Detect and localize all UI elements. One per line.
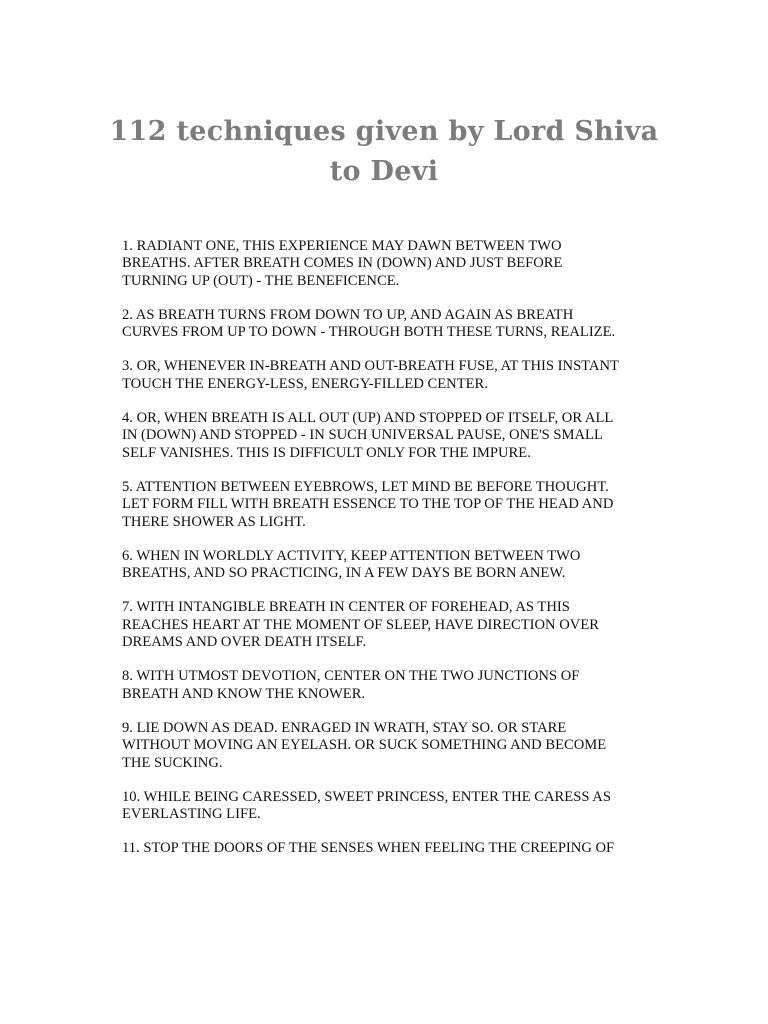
technique-paragraph bbox=[122, 238, 662, 290]
document-body bbox=[122, 238, 662, 875]
text-line: THE SUCKING. bbox=[122, 754, 223, 771]
text-line: CURVES FROM UP TO DOWN - THROUGH BOTH THESE TURNS, REALIZE. bbox=[122, 324, 616, 341]
document-title bbox=[100, 112, 668, 192]
technique-paragraph bbox=[122, 358, 662, 393]
technique-paragraph bbox=[122, 307, 662, 342]
text-line: 1. RADIANT ONE, THIS EXPERIENCE MAY DAWN BETWEEN TWO bbox=[122, 238, 562, 254]
text-line: 9. LIE DOWN AS DEAD. ENRAGED IN WRATH, STAY SO. OR STARE bbox=[122, 719, 567, 736]
technique-paragraph bbox=[122, 479, 662, 531]
text-line: IN (DOWN) AND STOPPED - IN SUCH UNIVERSAL PAUSE, ONE'S SMALL bbox=[122, 427, 603, 444]
text-line: 10. WHILE BEING CARESSED, SWEET PRINCESS, ENTER THE CARESS AS bbox=[122, 788, 611, 805]
technique-paragraph bbox=[122, 840, 662, 857]
technique-paragraph bbox=[122, 789, 662, 824]
technique-paragraph bbox=[122, 599, 662, 651]
text-line: TOUCH THE ENERGY-LESS, ENERGY-FILLED CENTER. bbox=[122, 375, 488, 392]
title-line: to Devi bbox=[329, 156, 439, 187]
text-line: DREAMS AND OVER DEATH ITSELF. bbox=[122, 634, 367, 651]
text-line: LET FORM FILL WITH BREATH ESSENCE TO THE TOP OF THE HEAD AND bbox=[122, 496, 614, 513]
technique-paragraph bbox=[122, 548, 662, 583]
text-line: BREATHS. AFTER BREATH COMES IN (DOWN) AND JUST BEFORE bbox=[122, 255, 563, 272]
text-line: 8. WITH UTMOST DEVOTION, CENTER ON THE TWO JUNCTIONS OF bbox=[122, 668, 580, 685]
text-line: 2. AS BREATH TURNS FROM DOWN TO UP, AND AGAIN AS BREATH bbox=[122, 306, 574, 323]
text-line: BREATHS, AND SO PRACTICING, IN A FEW DAYS BE BORN ANEW. bbox=[122, 565, 566, 582]
technique-paragraph bbox=[122, 720, 662, 772]
text-line: WITHOUT MOVING AN EYELASH. OR SUCK SOMETHING AND BECOME bbox=[122, 737, 607, 754]
text-line: BREATH AND KNOW THE KNOWER. bbox=[122, 685, 366, 702]
text-line: SELF VANISHES. THIS IS DIFFICULT ONLY FOR THE IMPURE. bbox=[122, 444, 531, 461]
text-line: 5. ATTENTION BETWEEN EYEBROWS, LET MIND BE BEFORE THOUGHT. bbox=[122, 478, 609, 495]
technique-paragraph bbox=[122, 410, 662, 462]
text-line: REACHES HEART AT THE MOMENT OF SLEEP, HAVE DIRECTION OVER bbox=[122, 616, 599, 633]
technique-paragraph bbox=[122, 668, 662, 703]
text-line: 7. WITH INTANGIBLE BREATH IN CENTER OF FOREHEAD, AS THIS bbox=[122, 599, 570, 616]
text-line: TURNING UP (OUT) - THE BENEFICENCE. bbox=[122, 272, 400, 289]
text-line: 3. OR, WHENEVER IN-BREATH AND OUT-BREATH FUSE, AT THIS INSTANT bbox=[122, 358, 619, 375]
title-line: 112 techniques given by Lord Shiva bbox=[109, 116, 659, 147]
text-line: 4. OR, WHEN BREATH IS ALL OUT (UP) AND STOPPED OF ITSELF, OR ALL bbox=[122, 410, 614, 427]
text-line: 6. WHEN IN WORLDLY ACTIVITY, KEEP ATTENTION BETWEEN TWO bbox=[122, 547, 581, 564]
text-line: THERE SHOWER AS LIGHT. bbox=[122, 513, 306, 530]
text-line: 11. STOP THE DOORS OF THE SENSES WHEN FEELING THE CREEPING OF bbox=[122, 840, 615, 857]
text-line: EVERLASTING LIFE. bbox=[122, 806, 261, 823]
